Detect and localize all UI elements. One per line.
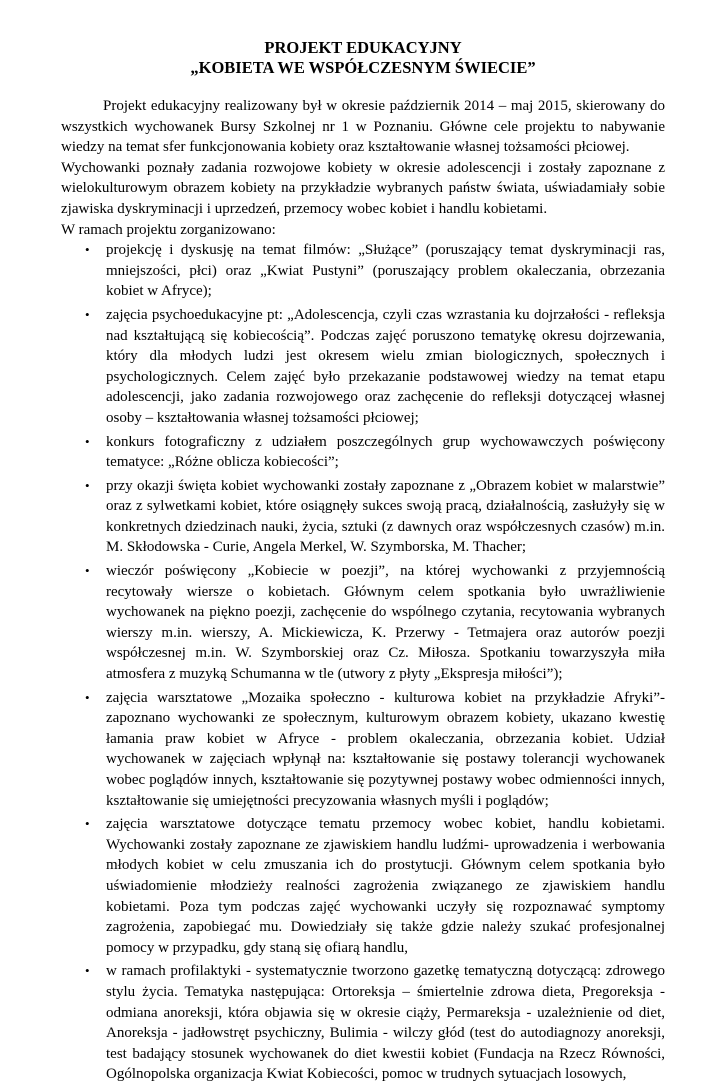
list-item (85, 961, 665, 1085)
list-item-text: zajęcia warsztatowe „Mozaika społeczno - kulturowa kobiet na przykładzie Afryki”- zapoznano wychowanki ze społecznym, kulturowym obrazem kobiety, ukazano kwestię łamania praw kobiet w Afryce - problem okaleczania, obrzezania kobiet. Udział wychowanek w zajęciach wpłynął na: kształtowanie się postawy tolerancji wychowanek wobec poglądów innych, kształtowanie się pozytywnej postawy wobec odmienności innych, kształtowanie się umiejętności precyzowania własnych myśli i poglądów; (106, 689, 665, 809)
bullet-icon: • (85, 306, 90, 322)
bullet-icon: • (85, 433, 90, 449)
intro-paragraph: Projekt edukacyjny realizowany był w okresie październik 2014 – maj 2015, skierowany do wszystkich wychowanek Bursy Szkolnej nr 1 w Poznaniu. Główne cele projektu to nabywanie wiedzy na temat sfer funkcjonowania kobiety oraz kształtowanie własnej tożsamości płciowej. (61, 98, 665, 156)
list-item (85, 305, 665, 429)
list-item-text: w ramach profilaktyki - systematycznie tworzono gazetkę tematyczną dotyczącą: zdrowego stylu życia. Tematyka następująca: Ortoreksja – śmiertelnie zdrowa dieta, Pregoreksja - odmiana anoreksji, która objawia się w okresie ciąży, Permareksja - uzależnienie od diet, Anoreksja - jadłowstręt psychiczny, Bulimia - wilczy głód (test do autodiagnozy anoreksji, test badający stosunek wychowanek do diet kwestii kobiet (Fundacja na Rzecz Równości, Ogólnopolska organizacja Kwiat Kobiecości, pomoc w trudnych sytuacjach losowych, (106, 963, 665, 1083)
list-item-text: wieczór poświęcony „Kobiecie w poezji”, na której wychowanki z przyjemnością recytowały wiersze o kobietach. Głównym celem spotkania było uwrażliwienie wychowanek na piękno poezji, zachęcenie do wspólnego czytania, recytowania wybranych wierszy m.in. wierszy, A. Mickiewicza, K. Przerwy - Tetmajera oraz autorów poezji współczesnej m.in. W. Szymborskiej oraz Cz. Miłosza. Spotkaniu towarzyszyła miła atmosfera z muzyką Schumanna w tle (utwory z płyty „Ekspresja miłości”); (106, 563, 665, 683)
bullet-icon: • (85, 242, 90, 258)
list-item (85, 476, 665, 558)
list-item (85, 814, 665, 958)
list-intro: W ramach projektu zorganizowano: (61, 221, 276, 238)
title-line-2: „KOBIETA WE WSPÓŁCZESNYM ŚWIECIE” (190, 58, 536, 77)
bullet-icon: • (85, 816, 90, 832)
title-line-1: PROJEKT EDUKACYJNY (264, 38, 462, 57)
document-title (61, 38, 665, 78)
list-item (85, 688, 665, 812)
list-item-text: projekcję i dyskusję na temat filmów: „Służące” (poruszający temat dyskryminacji ras, mniejszości, płci) oraz „Kwiat Pustyni” (poruszający problem okaleczania, obrzezania kobiet w Afryce); (106, 242, 665, 300)
list-item-text: zajęcia warsztatowe dotyczące tematu przemocy wobec kobiet, handlu kobietami. Wychowanki zostały zapoznane ze zjawiskiem handlu ludźmi- uprowadzenia i werbowania młodych kobiet w celu zmuszania ich do prostytucji. Głównym celem spotkania było uświadomienie młodzieży realności zagrożenia związanego ze zjawiskiem handlu kobietami. Poza tym podczas zajęć wychowanki uczyły się rozpoznawać symptomy zagrożenia, zapobiegać mu. Dowiedziały się także gdzie należy szukać profesjonalnej pomocy w przypadku, gdy staną się ofiarą handlu, (106, 816, 665, 956)
bullet-icon: • (85, 477, 90, 493)
second-paragraph: Wychowanki poznały zadania rozwojowe kobiety w okresie adolescencji i zostały zapoznane z wielokulturowym obrazem kobiety na przykładzie wybranych państw świata, uświadamiały sobie zjawiska dyskryminacji i uprzedzeń, przemocy wobec kobiet i handlu kobietami. (61, 159, 665, 217)
list-item-text: zajęcia psychoedukacyjne pt: „Adolescencja, czyli czas wzrastania ku dojrzałości - refleksja nad kształtującą się kobiecością”. Podczas zajęć poruszono tematykę okresu dojrzewania, który dla młodych ludzi jest okresem wielu zmian biologicznych, społecznych i psychologicznych. Celem zajęć było przekazanie podstawowej wiedzy na temat etapu adolescencji, jako zadania rozwojowego oraz zachęcenie do refleksji dotyczącej własnej osoby – kształtowania własnej tożsamości płciowej; (106, 306, 665, 426)
list-item (85, 561, 665, 685)
bullet-icon: • (85, 689, 90, 705)
activities-list (61, 240, 665, 1085)
list-item (85, 240, 665, 302)
list-item-text: konkurs fotograficzny z udziałem poszczególnych grup wychowawczych poświęcony tematyce: „Różne oblicza kobiecości”; (106, 433, 665, 471)
bullet-icon: • (85, 963, 90, 979)
list-item (85, 432, 665, 473)
list-item-text: przy okazji święta kobiet wychowanki zostały zapoznane z „Obrazem kobiet w malarstwie” oraz z sylwetkami kobiet, które osiągnęły sukces swoją pracą, działalnością, zasłużyły się w konkretnych dziedzinach nauki, życia, sztuki (z dawnych oraz współczesnych czasów) m.in. M. Skłodowska - Curie, Angela Merkel, W. Szymborska, M. Thacher; (106, 477, 665, 556)
bullet-icon: • (85, 563, 90, 579)
